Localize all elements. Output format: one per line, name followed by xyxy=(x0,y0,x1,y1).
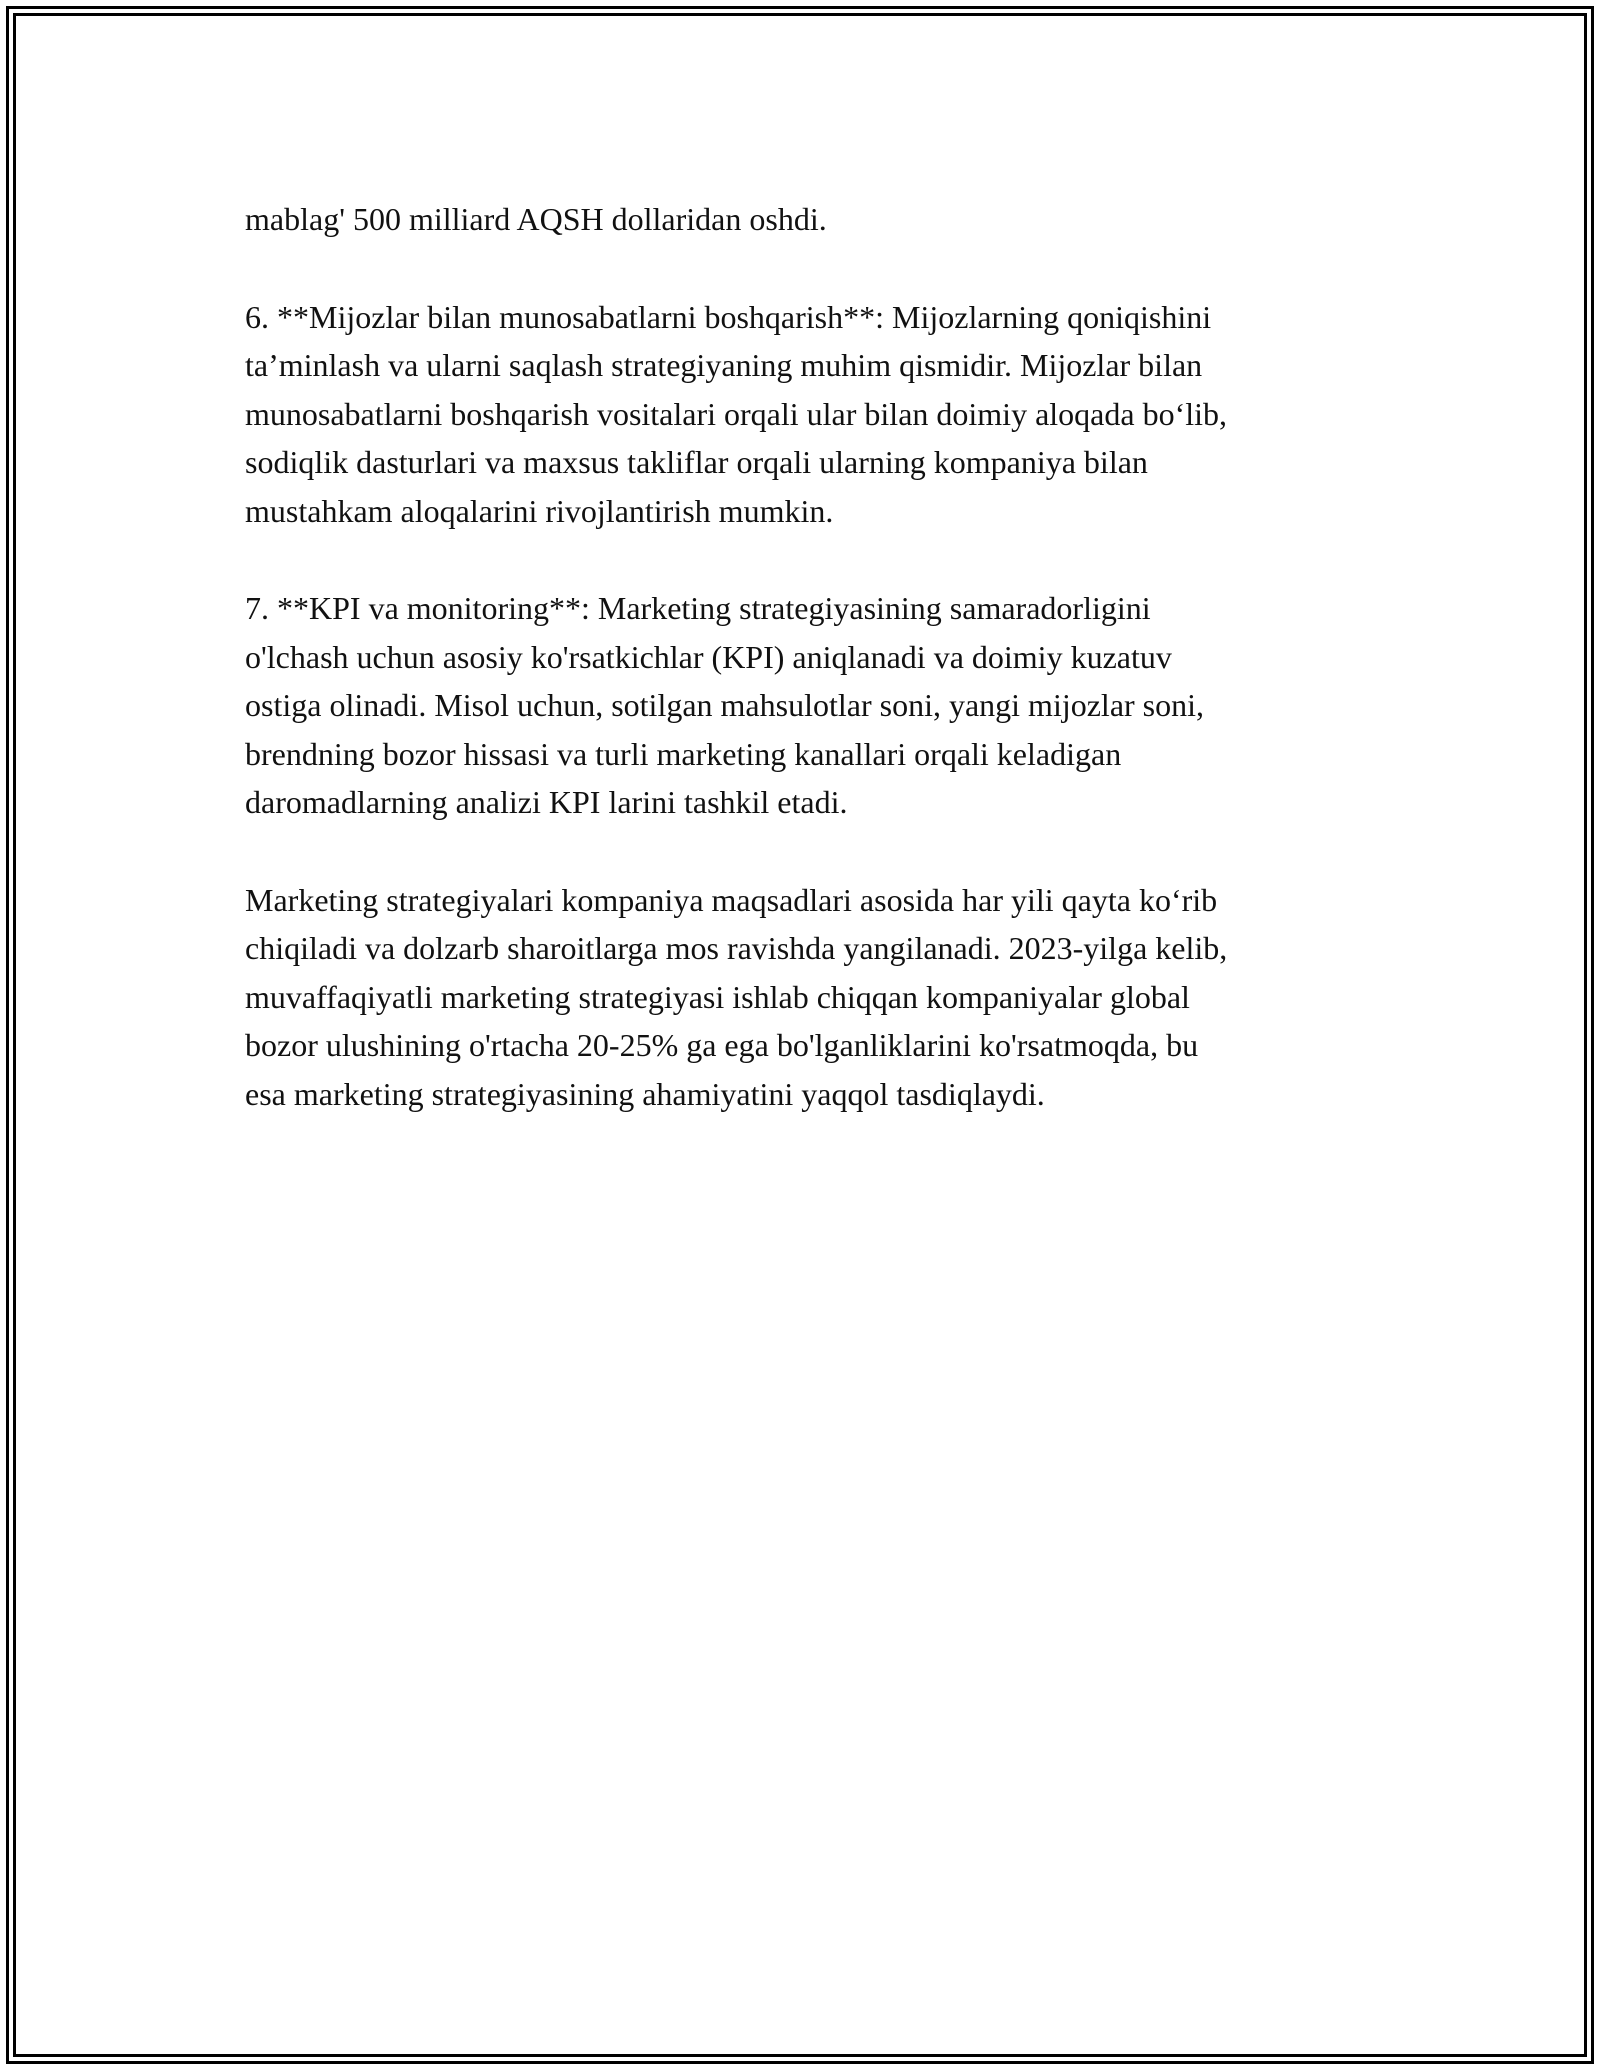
document-body xyxy=(245,195,1395,1167)
paragraph-customer-relations: 6. **Mijozlar bilan munosabatlarni boshqarish**: Mijozlarning qoniqishini ta’minlash va ularni saqlash strategiyaning muhim qismidir. Mijozlar bilan munosabatlarni boshqarish vositalari orqali ular bilan doimiy aloqada bo‘lib, sodiqlik dasturlari va maxsus takliflar orqali ularning kompaniya bilan mustahkam aloqalarini rivojlantirish mumkin. xyxy=(245,298,1227,529)
page-border xyxy=(6,6,1594,2064)
paragraph-kpi-monitoring: 7. **KPI va monitoring**: Marketing strategiyasining samaradorligini o'lchash uchun asosiy ko'rsatkichlar (KPI) aniqlanadi va doimiy kuzatuv ostiga olinadi. Misol uchun, sotilgan mahsulotlar soni, yangi mijozlar soni, brendning bozor hissasi va turli marketing kanallari orqali keladigan daromadlarning analizi KPI larini tashkil etadi. xyxy=(245,590,1205,820)
paragraph-conclusion: Marketing strategiyalari kompaniya maqsadlari asosida har yili qayta ko‘rib chiqiladi va dolzarb sharoitlarga mos ravishda yangilanadi. 2023-yilga kelib, muvaffaqiyatli marketing strategiyasi ishlab chiqqan kompaniyalar global bozor ulushining o'rtacha 20-25% ga ega bo'lganliklarini ko'rsatmoqda, bu esa marketing strategiyasining ahamiyatini yaqqol tasdiqlaydi. xyxy=(245,881,1228,1112)
paragraph-continuation: mablag' 500 milliard AQSH dollaridan oshdi. xyxy=(245,201,827,237)
